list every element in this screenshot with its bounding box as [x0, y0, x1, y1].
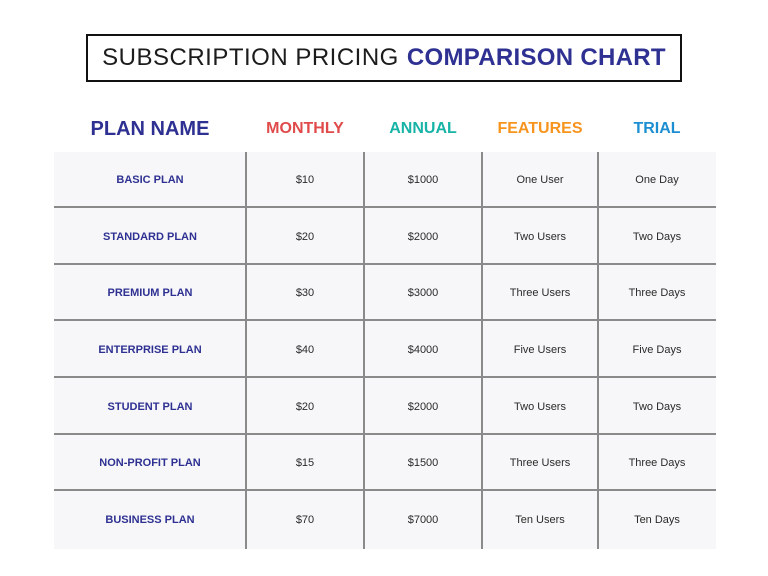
- trial-cell: One Day: [635, 174, 679, 186]
- features-cell: Five Users: [513, 344, 567, 356]
- features-cell: Ten Users: [515, 514, 565, 526]
- chart-title: [86, 34, 682, 82]
- title-bold-text: COMPARISON CHART: [406, 44, 666, 71]
- trial-cell: Three Days: [628, 287, 686, 299]
- plan-name-cell: PREMIUM PLAN: [107, 287, 193, 299]
- plan-name-cell: ENTERPRISE PLAN: [98, 344, 202, 356]
- trial-cell: Three Days: [628, 457, 686, 469]
- monthly-cell: $20: [295, 231, 315, 243]
- table-row: [54, 265, 716, 321]
- features-cell: Three Users: [509, 457, 571, 469]
- monthly-cell: $40: [295, 344, 315, 356]
- annual-cell: $1000: [407, 174, 439, 186]
- monthly-cell: $30: [295, 287, 315, 299]
- features-cell: Three Users: [509, 287, 571, 299]
- table-row: [54, 152, 716, 208]
- header-annual: ANNUAL: [389, 120, 457, 137]
- annual-cell: $2000: [407, 401, 439, 413]
- trial-cell: Two Days: [632, 231, 682, 243]
- features-cell: One User: [516, 174, 564, 186]
- plan-name-cell: STANDARD PLAN: [103, 231, 197, 243]
- monthly-cell: $15: [295, 457, 315, 469]
- annual-cell: $3000: [407, 287, 439, 299]
- features-cell: Two Users: [514, 401, 566, 413]
- annual-cell: $4000: [407, 344, 439, 356]
- trial-cell: Two Days: [632, 401, 682, 413]
- title-light-text: SUBSCRIPTION PRICING: [102, 44, 399, 71]
- pricing-table: [54, 152, 716, 549]
- table-header: [54, 112, 716, 146]
- annual-cell: $1500: [407, 457, 439, 469]
- plan-name-cell: NON-PROFIT PLAN: [99, 457, 201, 469]
- header-plan-name: PLAN NAME: [90, 117, 210, 140]
- header-trial: TRIAL: [633, 120, 681, 137]
- table-row: [54, 209, 716, 265]
- monthly-cell: $10: [295, 174, 315, 186]
- plan-name-cell: BASIC PLAN: [116, 174, 184, 186]
- monthly-cell: $70: [295, 514, 315, 526]
- trial-cell: Ten Days: [634, 514, 680, 526]
- features-cell: Two Users: [514, 231, 566, 243]
- trial-cell: Five Days: [632, 344, 682, 356]
- plan-name-cell: BUSINESS PLAN: [105, 514, 195, 526]
- annual-cell: $2000: [407, 231, 439, 243]
- table-row: [54, 492, 716, 548]
- monthly-cell: $20: [295, 401, 315, 413]
- header-monthly: MONTHLY: [266, 120, 344, 137]
- table-row: [54, 379, 716, 435]
- plan-name-cell: STUDENT PLAN: [107, 401, 193, 413]
- header-features: FEATURES: [497, 120, 583, 137]
- table-row: [54, 435, 716, 491]
- annual-cell: $7000: [407, 514, 439, 526]
- table-row: [54, 322, 716, 378]
